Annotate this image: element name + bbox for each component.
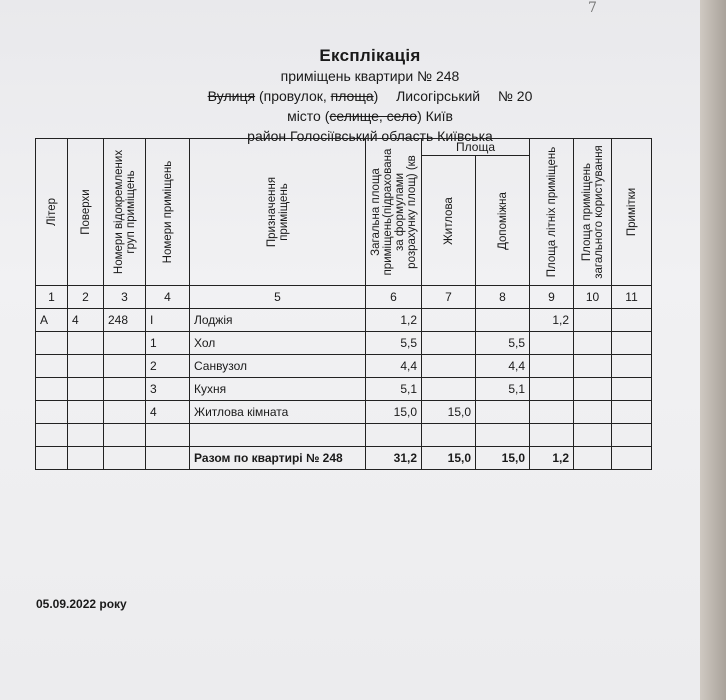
apartment-line: приміщень квартири № 248 [280, 68, 460, 84]
col-header-summer-area: Площа літніх приміщень [530, 139, 574, 286]
col-header-common-area: Площа приміщень загального користування [574, 139, 612, 286]
explication-table [35, 138, 652, 470]
col-header-floors: Поверхи [68, 139, 104, 286]
column-number-row: 1 2 3 4 5 6 7 8 9 10 11 [36, 286, 652, 309]
settlement-struck: селище, село [329, 108, 418, 124]
city-line [150, 107, 590, 126]
header-row-top [36, 139, 652, 156]
col-header-area-group: Площа [422, 139, 530, 156]
street-number: № 20 [497, 88, 533, 104]
street-name: Лисогірський [396, 88, 481, 104]
square-struck: площа [330, 88, 374, 104]
document-title: Експлікація [319, 46, 421, 65]
table-row: А 4 248 І Лоджія 1,2 1,2 [36, 309, 652, 332]
table-row: 4 Житлова кімната 15,0 15,0 [36, 401, 652, 424]
col-header-liter: Літер [36, 139, 68, 286]
table-row [36, 424, 652, 447]
col-header-living: Житлова [422, 156, 476, 286]
total-row [36, 447, 652, 470]
total-living: 15,0 [422, 447, 476, 470]
total-summer: 1,2 [530, 447, 574, 470]
header-block [150, 46, 590, 146]
col-header-total-area: Загальна площа приміщень(підрахована за формулами розрахунку площ) (кв [366, 139, 422, 286]
total-aux: 15,0 [476, 447, 530, 470]
street-close: ) [373, 88, 379, 104]
document-date: 05.09.2022 року [36, 597, 127, 611]
col-header-room-numbers: Номери приміщень [146, 139, 190, 286]
col-header-groups: Номери відокремлених груп приміщень [104, 139, 146, 286]
city-close: ) [417, 108, 422, 124]
total-label: Разом по квартирі № 248 [190, 447, 366, 470]
street-line [150, 87, 590, 106]
total-area: 31,2 [366, 447, 422, 470]
corner-handwritten-mark: 7 [588, 0, 597, 16]
table-row: 2 Санвузол 4,4 4,4 [36, 355, 652, 378]
street-struck: Вулиця [207, 88, 256, 104]
table-row: 1 Хол 5,5 5,5 [36, 332, 652, 355]
district-line: район Голосіївський область Київська [247, 128, 493, 144]
city-name: Київ [425, 108, 453, 124]
table-row: 3 Кухня 5,1 5,1 [36, 378, 652, 401]
col-header-notes: Примітки [612, 139, 652, 286]
city-prefix: місто ( [287, 108, 330, 124]
underlying-page-edge [700, 0, 726, 700]
street-rest: (провулок, [258, 88, 327, 104]
col-header-auxiliary: Допоміжна [476, 156, 530, 286]
col-header-purpose: Призначення приміщень [190, 139, 366, 286]
